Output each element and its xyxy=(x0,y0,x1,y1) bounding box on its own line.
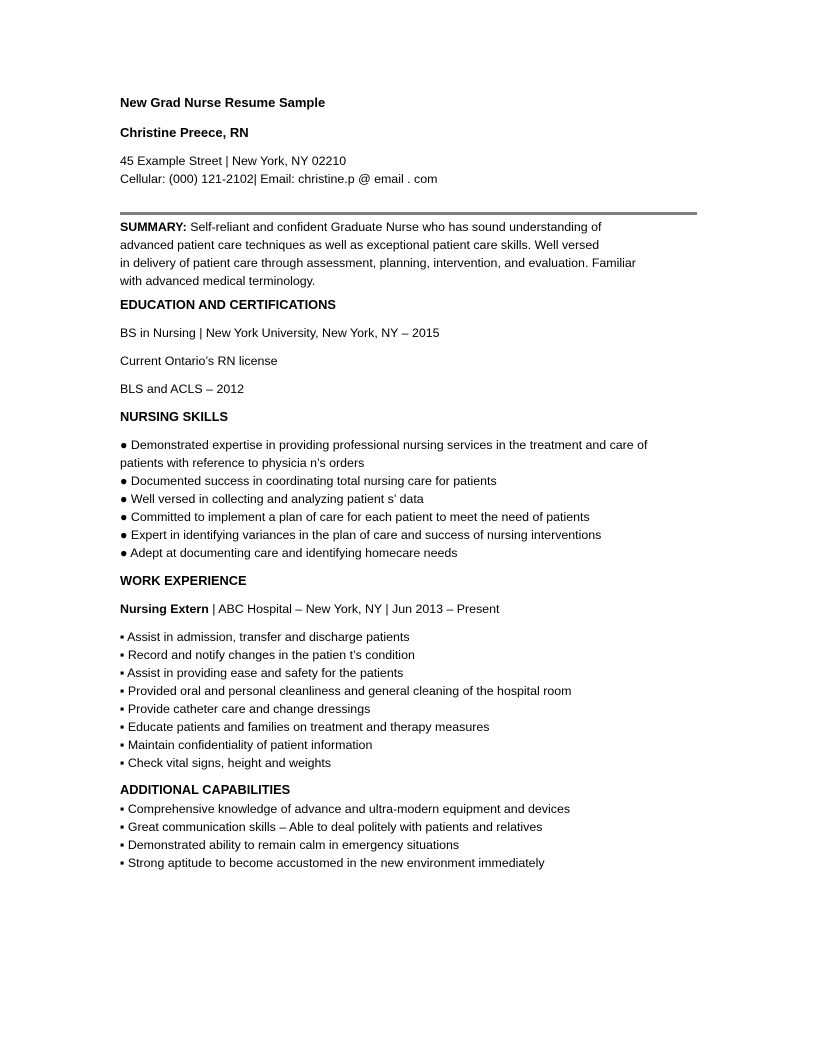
education-item: Current Ontario’s RN license xyxy=(120,354,278,368)
summary-text-line-2: advanced patient care techniques as well as exceptional patient care skills. Well versed xyxy=(120,238,600,252)
work-duty-item: ▪ Educate patients and families on treatment and therapy measures xyxy=(120,720,490,734)
skills-list xyxy=(120,436,647,562)
skills-list-item: ● Documented success in coordinating total nursing care for patients xyxy=(120,474,497,488)
work-role-title: Nursing Extern xyxy=(120,602,209,616)
additional-item: ▪ Strong aptitude to become accustomed in the new environment immediately xyxy=(120,856,545,870)
work-role-detail: | ABC Hospital – New York, NY | Jun 2013 – Present xyxy=(208,602,500,616)
summary-section xyxy=(120,218,680,290)
work-duties-list xyxy=(120,628,571,772)
skills-list-item: patients with reference to physicia n’s orders xyxy=(120,456,365,470)
work-duty-item: ▪ Provided oral and personal cleanliness and general cleaning of the hospital room xyxy=(120,684,572,698)
additional-heading: ADDITIONAL CAPABILITIES xyxy=(120,782,291,797)
work-duty-item: ▪ Maintain confidentiality of patient information xyxy=(120,738,373,752)
contact-phone-email: Cellular: (000) 121-2102| Email: christine.p @ email . com xyxy=(120,172,438,186)
summary-label: SUMMARY: xyxy=(120,220,187,234)
summary-text-line-1: Self-reliant and confident Graduate Nurse who has sound understanding of xyxy=(186,220,602,234)
additional-item: ▪ Demonstrated ability to remain calm in emergency situations xyxy=(120,838,460,852)
contact-address: 45 Example Street | New York, NY 02210 xyxy=(120,154,347,168)
work-duty-item: ▪ Provide catheter care and change dressings xyxy=(120,702,371,716)
skills-list-item: ● Well versed in collecting and analyzing patient s’ data xyxy=(120,492,424,506)
work-role-line xyxy=(120,602,500,616)
skills-heading: NURSING SKILLS xyxy=(120,409,229,424)
education-item: BS in Nursing | New York University, New York, NY – 2015 xyxy=(120,326,440,340)
contact-block xyxy=(120,152,437,188)
work-duty-item: ▪ Assist in admission, transfer and discharge patients xyxy=(120,630,410,644)
additional-item: ▪ Great communication skills – Able to deal politely with patients and relatives xyxy=(120,820,543,834)
skills-list-item: ● Committed to implement a plan of care for each patient to meet the need of patients xyxy=(120,510,590,524)
skills-list-item: ● Expert in identifying variances in the plan of care and success of nursing interventions xyxy=(120,528,602,542)
section-divider xyxy=(120,212,697,215)
skills-list-item: ● Demonstrated expertise in providing professional nursing services in the treatment and care of xyxy=(120,438,648,452)
work-duty-item: ▪ Record and notify changes in the patien t’s condition xyxy=(120,648,415,662)
work-duty-item: ▪ Assist in providing ease and safety for the patients xyxy=(120,666,404,680)
candidate-name: Christine Preece, RN xyxy=(120,125,249,140)
additional-list xyxy=(120,800,570,872)
summary-text-line-3: in delivery of patient care through assessment, planning, intervention, and evaluation. Familiar xyxy=(120,256,636,270)
skills-list-item: ● Adept at documenting care and identifying homecare needs xyxy=(120,546,458,560)
education-heading: EDUCATION AND CERTIFICATIONS xyxy=(120,297,336,312)
summary-text-line-4: with advanced medical terminology. xyxy=(120,274,316,288)
education-item: BLS and ACLS – 2012 xyxy=(120,382,245,396)
work-duty-item: ▪ Check vital signs, height and weights xyxy=(120,756,332,770)
additional-item: ▪ Comprehensive knowledge of advance and ultra-modern equipment and devices xyxy=(120,802,571,816)
document-title: New Grad Nurse Resume Sample xyxy=(120,95,326,110)
work-heading: WORK EXPERIENCE xyxy=(120,573,247,588)
